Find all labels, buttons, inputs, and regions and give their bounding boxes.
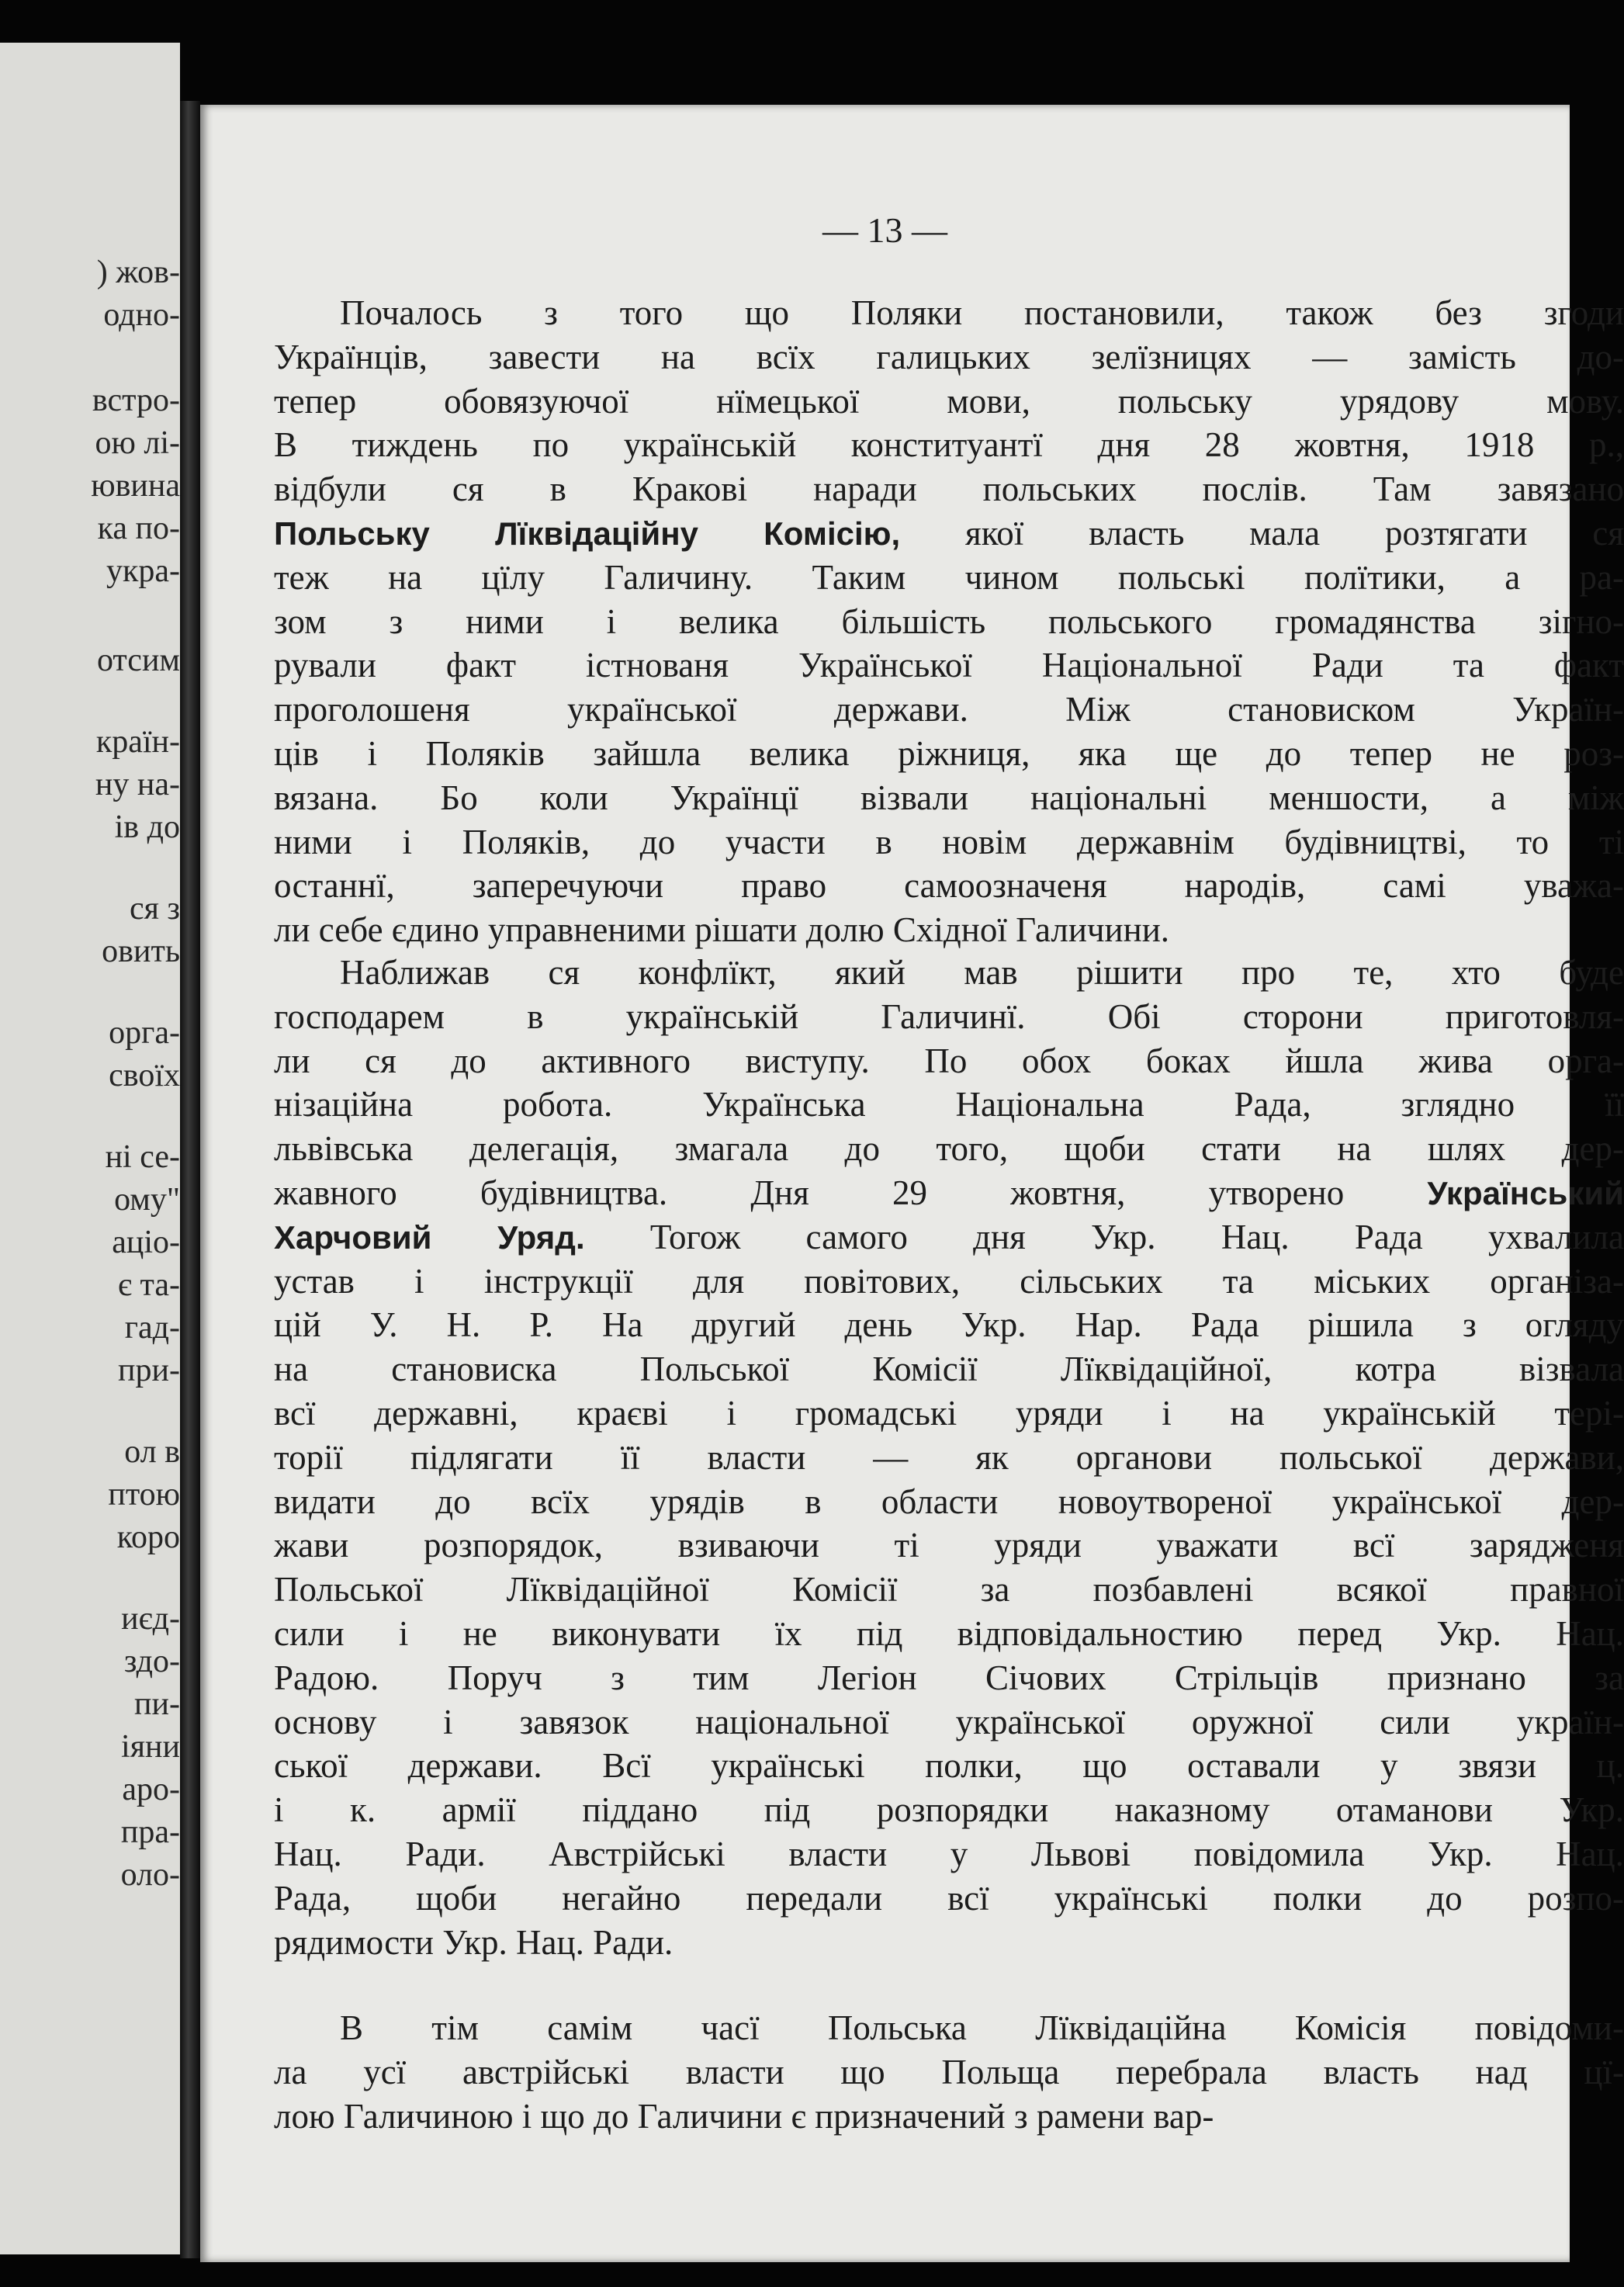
body-text-line (274, 1303, 1624, 1346)
text-run: останнї, заперечуючи право самоозначеня народів, самі уважа- (274, 866, 1624, 906)
body-text-line (274, 776, 1624, 820)
text-run: цій У. Н. Р. На другий день Укр. Нар. Рада рішила з огляду (274, 1305, 1624, 1345)
left-page-line: иєд- (121, 1601, 180, 1637)
body-text-line (274, 1171, 1624, 1215)
body-text-line (274, 1523, 1624, 1567)
body-text-line (274, 335, 1624, 379)
left-page-line: є та- (117, 1267, 180, 1303)
text-run: видати до всїх урядів в области новоутвореної української дер- (274, 1481, 1624, 1521)
text-run: ської держави. Всї українські полки, що оставали у звязи ц. (274, 1746, 1624, 1786)
body-text-line (274, 1700, 1624, 1744)
body-text-line (274, 1480, 1624, 1523)
bold-term: Харчовий Уряд. (274, 1218, 585, 1256)
body-text-line (274, 1568, 1624, 1611)
text-run: на становиска Польської Комісії Лїквідаційної, котра візвала (274, 1350, 1624, 1389)
left-page-line: ому" (114, 1182, 180, 1218)
text-run: ли себе єдино управненими рішати долю Східної Галичини. (274, 910, 1170, 950)
body-text-line (340, 291, 1624, 334)
text-run: Почалось з того що Поляки постановили, також без згоди (340, 293, 1624, 332)
left-page-line: коро (116, 1519, 180, 1555)
right-page (200, 105, 1624, 2262)
text-run: господарем в українській Галичинї. Обі сторони приготовля- (274, 996, 1624, 1036)
text-run: рували факт істнованя Української Національної Ради та факт (274, 646, 1624, 685)
left-page-fragment (0, 43, 180, 2254)
body-text-line (274, 908, 1624, 951)
left-page-line: пи- (134, 1686, 180, 1722)
body-text-line (274, 2050, 1624, 2094)
left-page-line: ол в (124, 1434, 180, 1470)
left-page-line: пра- (120, 1814, 180, 1850)
body-text-line (274, 1127, 1624, 1170)
body-text-line (274, 1832, 1624, 1876)
body-text-line (274, 1347, 1624, 1391)
body-text-line (274, 423, 1624, 466)
text-run: рядимости Укр. Нац. Ради. (274, 1922, 673, 1962)
text-run: ними і Поляків, до участи в новім державнім будівництві, то ті (274, 822, 1624, 861)
left-page-line: своїх (109, 1058, 180, 1093)
left-page-line: ) жов- (96, 255, 180, 290)
body-text-line (274, 1744, 1624, 1787)
body-text-line (274, 1391, 1624, 1435)
text-run: Тогож самого дня Укр. Нац. Рада ухвалила (584, 1217, 1624, 1256)
left-page-line: ою лі- (95, 425, 180, 461)
bold-term: Польську Лїквідаційну Комісію, (274, 515, 901, 552)
text-run: зом з ними і велика більшість польського громадянства зігно- (274, 601, 1624, 641)
left-page-line: ся з (129, 891, 180, 927)
left-page-line: оло- (120, 1857, 180, 1893)
left-page-line: одно- (103, 297, 180, 333)
left-page-line: ну на- (95, 767, 180, 802)
body-text-line (274, 688, 1624, 731)
left-page-line: іяни (121, 1729, 180, 1765)
left-page-line: аціо- (112, 1225, 180, 1260)
body-text-line (274, 1083, 1624, 1126)
body-text-line (274, 864, 1624, 907)
left-page-line: орга- (109, 1015, 180, 1051)
text-run: всї державні, краєві і громадські уряди і на українській тері- (274, 1394, 1624, 1433)
page-number: — 13 — (822, 210, 947, 250)
text-run: Радою. Поруч з тим Легіон Січових Стрільців признано за (274, 1658, 1624, 1697)
book-spine (180, 101, 200, 2258)
left-page-line: ка по- (97, 511, 180, 546)
body-text-line (274, 643, 1624, 687)
body-text-line (340, 2006, 1624, 2050)
text-run: теж на цїлу Галичину. Таким чином польські полїтики, а ра- (274, 557, 1624, 597)
body-text-line (274, 1656, 1624, 1700)
text-run: Рада, щоби негайно передали всї українські полки до розпо- (274, 1878, 1624, 1918)
body-text-line (274, 1260, 1624, 1303)
text-run: вязана. Бо коли Українцї візвали національні меншости, а між (274, 778, 1624, 817)
body-text-line (274, 1612, 1624, 1655)
left-page-line: здо- (123, 1644, 180, 1679)
text-run: Польської Лїквідаційної Комісії за позбавлені всякої правної (274, 1570, 1624, 1610)
text-run: торії підлягати її власти — як органови польської держави, (274, 1437, 1624, 1477)
left-page-line: при- (118, 1353, 180, 1388)
body-text-line (274, 995, 1624, 1038)
body-text-line (340, 951, 1624, 994)
left-page-line: ні се- (105, 1139, 180, 1175)
body-text-line (274, 1788, 1624, 1831)
text-run: нізаційна робота. Українська Національна Рада, зглядно її (274, 1085, 1624, 1124)
text-run: проголошеня української держави. Між становиском Україн- (274, 690, 1624, 729)
body-text-line (274, 379, 1624, 423)
bold-term: Український (1427, 1175, 1624, 1211)
left-page-line: птою (108, 1477, 180, 1513)
body-text-line (274, 1921, 1624, 1964)
text-run: відбули ся в Кракові наради польських послів. Там завязано (274, 470, 1624, 509)
text-run: Наближав ся конфлїкт, який мав рішити про те, хто буде (340, 953, 1624, 992)
left-page-line: ів до (114, 809, 180, 845)
text-run: устав і інструкції для повітових, сільських та міських організа- (274, 1261, 1624, 1301)
text-run: Українців, завести на всїх галицьких зелїзницях — замість до- (274, 337, 1624, 376)
text-run: В тім самім часї Польська Лїквідаційна Комісія повідоми- (340, 2008, 1624, 2047)
left-page-line: гад- (124, 1310, 180, 1346)
text-run: сили і не виконувати їх під відповідальностию перед Укр. Нац. (274, 1614, 1624, 1653)
text-run: жавного будівництва. Дня 29 жовтня, утворено (274, 1173, 1428, 1212)
body-text-line (274, 1876, 1624, 1920)
body-text-line (274, 467, 1624, 511)
left-page-line: країн- (95, 724, 180, 760)
text-run: Нац. Ради. Австрійські власти у Львові повідомила Укр. Нац. (274, 1835, 1624, 1873)
body-text-line (274, 2095, 1624, 2138)
text-run: лою Галичиною і що до Галичини є призначений з рамени вар- (274, 2096, 1214, 2136)
left-page-line: аро- (122, 1772, 180, 1807)
body-text-line (274, 820, 1624, 864)
text-run: В тиждень по українській конституантї дня 28 жовтня, 1918 р., (274, 425, 1624, 465)
body-text-line (274, 1436, 1624, 1479)
left-page-line: отсим (96, 643, 180, 678)
text-run: і к. армії піддано під розпорядки наказному отаманови Укр. (274, 1790, 1624, 1830)
left-page-line: овить (102, 934, 180, 969)
body-text-line (274, 600, 1624, 643)
body-text-line (274, 511, 1624, 556)
text-run: ців і Поляків зайшла велика ріжниця, яка ще до тепер не роз- (274, 734, 1624, 773)
left-page-line: встро- (92, 383, 180, 418)
text-run: якої власть мала розтягати ся (900, 514, 1624, 553)
text-run: львівська делегація, змагала до того, щоби стати на шлях дер- (274, 1129, 1624, 1169)
text-run: ли ся до активного виступу. По обох боках йшла жива орга- (274, 1041, 1624, 1080)
text-run: жави розпорядок, взиваючи ті уряди уважати всї зарядженя (274, 1526, 1624, 1565)
text-run: ла усї австрійські власти що Польща перебрала власть над цї- (274, 2052, 1624, 2091)
body-text-line (274, 556, 1624, 599)
left-page-line: ювина (91, 468, 180, 504)
text-run: основу і завязок національної української оружної сили україн- (274, 1702, 1624, 1741)
left-page-line: укра- (106, 553, 180, 589)
text-run: тепер обовязуючої нїмецької мови, польську урядову мову. (274, 381, 1624, 421)
body-text-line (274, 1215, 1624, 1260)
body-text-line (274, 1039, 1624, 1083)
body-text-line (274, 732, 1624, 775)
